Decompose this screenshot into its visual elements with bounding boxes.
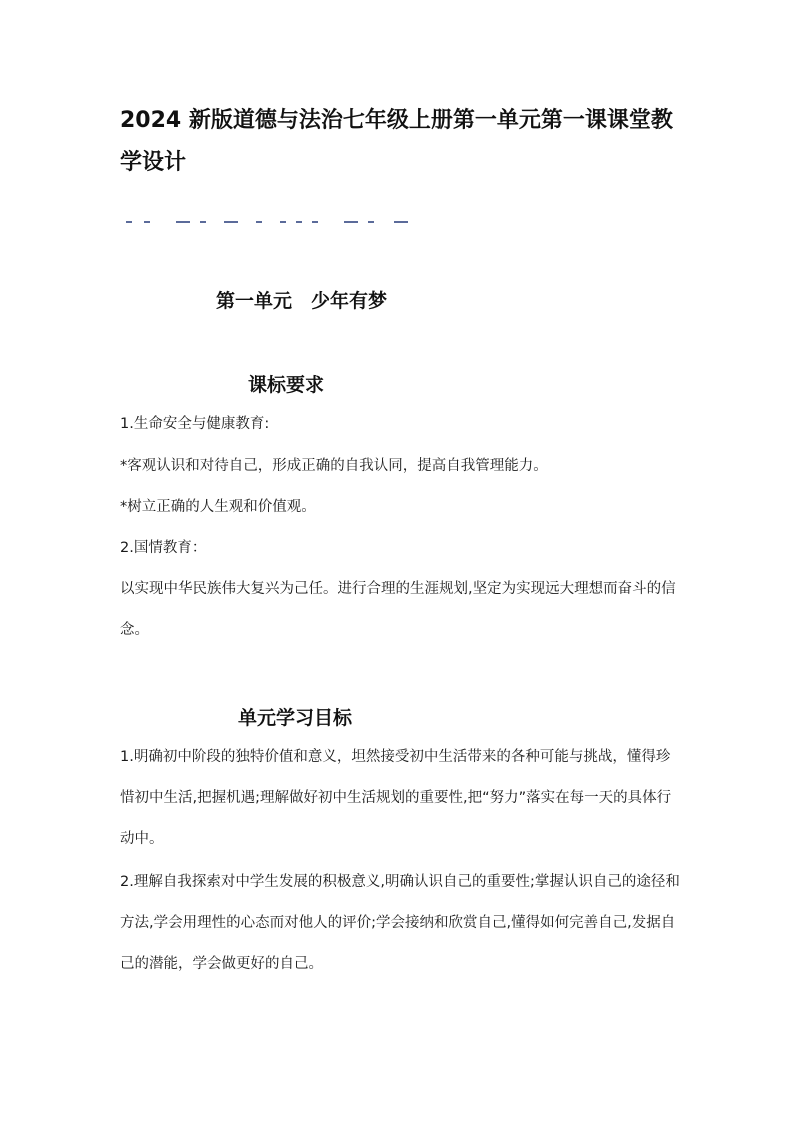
document-title: 2024 新版道德与法治七年级上册第一单元第一课课堂教学设计: [120, 108, 673, 175]
decorative-dash-divider: [118, 218, 418, 226]
goal-paragraph: 2.理解自我探索对中学生发展的积极意义,明确认识自己的重要性;掌握认识自己的途径和方法,学会用理性的心态而对他人的评价;学会接纳和欣赏自己,懂得如何完善自己,发据自己的潜能，学会做更好的自己。: [120, 874, 680, 972]
requirement-paragraph: 以实现中华民族伟大复兴为己任。进行合理的生涯规划,坚定为实现远大理想而奋斗的信念。: [120, 581, 676, 638]
requirement-paragraph: 2.国情教育：: [120, 540, 207, 556]
requirement-paragraph: 1.生命安全与健康教育:: [120, 416, 270, 432]
section-heading-curriculum-requirements: 课标要求: [248, 374, 325, 396]
section-heading-unit-goals: 单元学习目标: [238, 707, 353, 729]
requirement-paragraph: *树立正确的人生观和价值观。: [120, 499, 316, 515]
requirement-paragraph: *客观认识和对待自己，形成正确的自我认同，提高自我管理能力。: [120, 458, 548, 474]
goal-paragraph: 1.明确初中阶段的独特价值和意义，坦然接受初中生活带来的各种可能与挑战，懂得珍惜初中生活,把握机遇;理解做好初中生活规划的重要性,把“努力”落实在每一天的具体行动中。: [120, 749, 672, 847]
unit-heading: 第一单元 少年有梦: [216, 290, 388, 312]
